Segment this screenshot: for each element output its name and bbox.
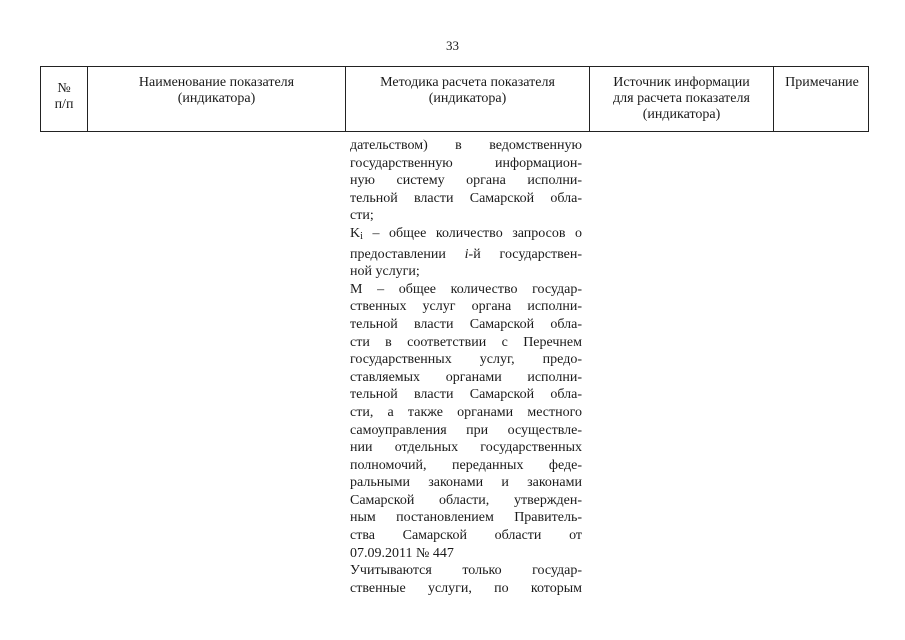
header-calculation-method bbox=[346, 75, 589, 107]
header-note-line: Примечание bbox=[785, 75, 859, 90]
header-information-source-line: Источник информации bbox=[613, 75, 750, 90]
text-line: сти в соответствии с Перечнем bbox=[350, 334, 582, 350]
k-subscript: i bbox=[360, 230, 363, 242]
header-number bbox=[41, 81, 87, 113]
page-number: 33 bbox=[446, 38, 459, 53]
header-information-source-line: для расчета показателя bbox=[613, 91, 750, 106]
text-line: сти; bbox=[350, 208, 374, 224]
header-indicator-name bbox=[88, 75, 345, 107]
text-line: тельной власти Самарской обла- bbox=[350, 316, 582, 332]
header-indicator-name-line: (индикатора) bbox=[177, 91, 256, 106]
text-line: ной услуги; bbox=[350, 264, 420, 280]
text-line: государственных услуг, предо- bbox=[350, 352, 582, 368]
text-line: М – общее количество государ- bbox=[350, 281, 582, 297]
text-line: ства Самарской области от bbox=[350, 528, 582, 544]
text-line: тельной власти Самарской обла- bbox=[350, 387, 582, 403]
text-line: ным постановлением Правитель- bbox=[350, 510, 582, 526]
text-line: нии отдельных государственных bbox=[350, 440, 582, 456]
text-line: ставляемых органами исполни- bbox=[350, 369, 582, 385]
header-note bbox=[774, 75, 870, 91]
text-line-k-definition bbox=[350, 225, 582, 246]
text-line: ральными законами и законами bbox=[350, 475, 582, 491]
table-header-row bbox=[40, 66, 869, 132]
text-line: самоуправления при осуществле- bbox=[350, 422, 582, 438]
text-line: тельной власти Самарской обла- bbox=[350, 190, 582, 206]
header-calculation-method-line: (индикатора) bbox=[428, 91, 507, 106]
text-line: полномочий, переданных феде- bbox=[350, 457, 582, 473]
calculation-method-text bbox=[350, 137, 582, 597]
text-line: предоставлении i-й государствен- bbox=[350, 246, 582, 262]
text-line: Учитываются только государ- bbox=[350, 563, 582, 579]
header-information-source bbox=[590, 75, 773, 123]
k-definition-text: – общее количество запросов о bbox=[362, 225, 582, 241]
text-line: ную систему органа исполни- bbox=[350, 173, 582, 189]
header-number-line: п/п bbox=[54, 97, 74, 112]
text-line: ственные услуги, по которым bbox=[350, 580, 582, 596]
text-line: государственную информацион- bbox=[350, 155, 582, 171]
header-indicator-name-line: Наименование показателя bbox=[138, 75, 295, 90]
text-line: 07.09.2011 № 447 bbox=[350, 545, 454, 561]
text-line: сти, а также органами местного bbox=[350, 404, 582, 420]
header-information-source-line: (индикатора) bbox=[642, 107, 721, 122]
text-line: дательством) в ведомственную bbox=[350, 138, 582, 153]
header-number-line: № bbox=[57, 81, 71, 96]
k-symbol: K bbox=[350, 225, 361, 241]
text-line: Самарской области, утвержден- bbox=[350, 492, 582, 508]
text-line: ственных услуг органа исполни- bbox=[350, 299, 582, 315]
header-calculation-method-line: Методика расчета показателя bbox=[380, 75, 555, 90]
